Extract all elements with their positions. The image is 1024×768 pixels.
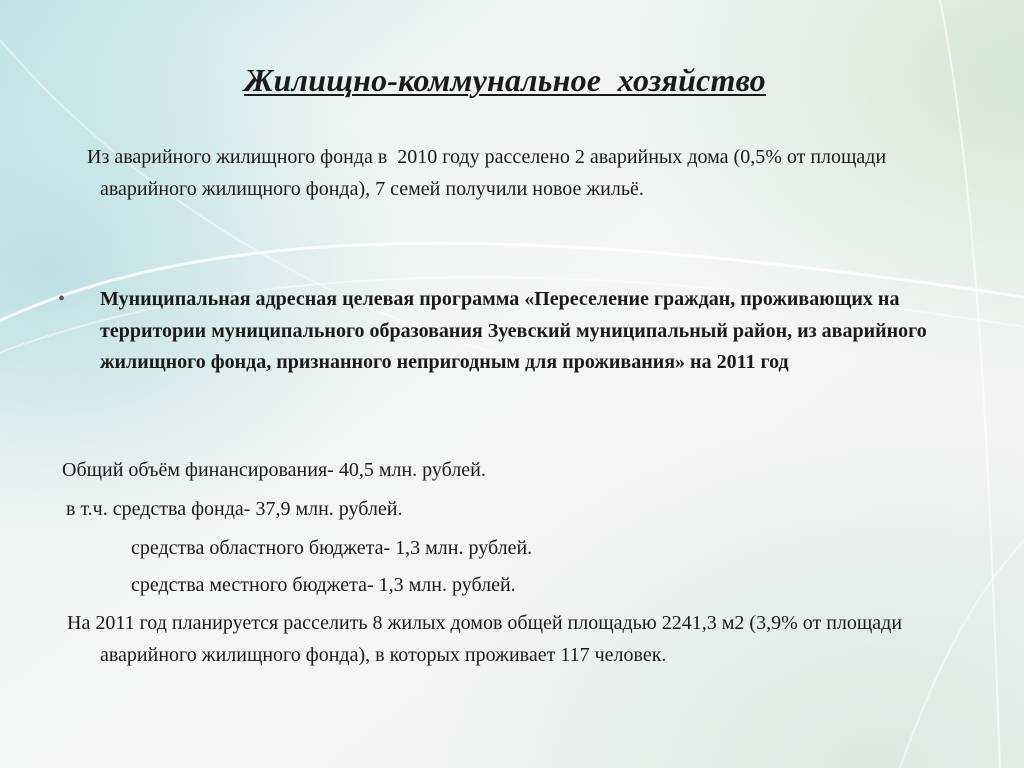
financing-total: Общий объём финансирования- 40,5 млн. рублей. xyxy=(62,459,486,481)
bullet-marker: • xyxy=(58,288,66,310)
financing-local: средства местного бюджета- 1,3 млн. рублей. xyxy=(131,574,516,596)
intro-paragraph: Из аварийного жилищного фонда в 2010 году расселено 2 аварийных дома (0,5% от площади аварийного жилищного фонда), 7 семей получили новое жильё. xyxy=(87,146,892,200)
financing-regional: средства областного бюджета- 1,3 млн. рублей. xyxy=(131,537,533,559)
program-title: Муниципальная адресная целевая программа «Переселение граждан, проживающих на территории муниципального образования Зуевский муниципальный район, из аварийного жилищного фонда, признанного непригодным для проживания» на 2011 год xyxy=(100,288,927,373)
plan-paragraph: На 2011 год планируется расселить 8 жилых домов общей площадью 2241,3 м2 (3,9% от площади аварийного жилищного фонда), в которых проживает 117 человек. xyxy=(67,612,903,666)
slide-title: Жилищно-коммунальное хозяйство xyxy=(244,62,766,98)
financing-fund: в т.ч. средства фонда- 37,9 млн. рублей. xyxy=(66,498,403,520)
